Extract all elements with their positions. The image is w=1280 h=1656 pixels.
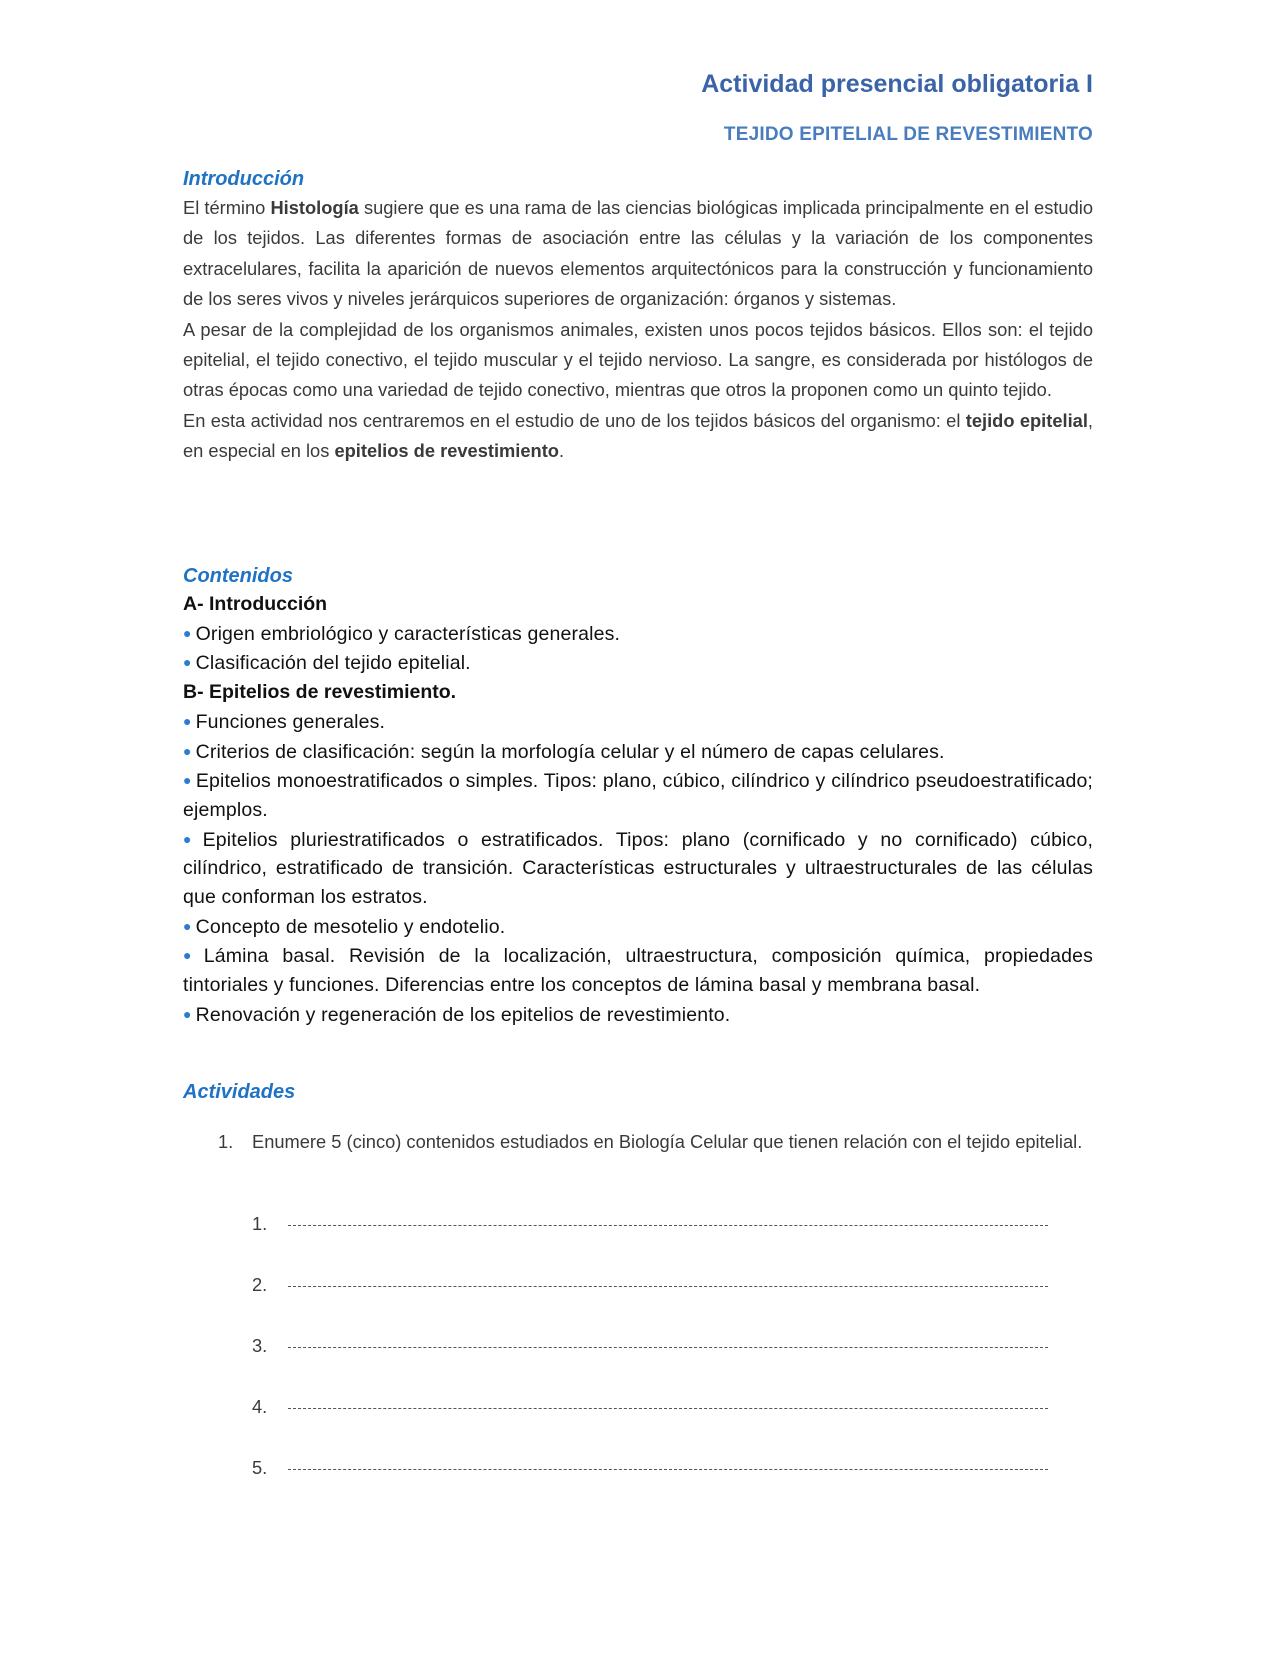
contents-item-text: Criterios de clasificación: según la morfología celular y el número de capas celulares. <box>195 740 945 763</box>
histologia-bold: Histología <box>270 197 359 218</box>
contents-list-item <box>183 941 1093 999</box>
intro-p3-mid: , en especial en los <box>183 409 1093 462</box>
contents-list-item <box>183 737 1093 767</box>
answer-line[interactable] <box>252 1274 1052 1335</box>
document-title: Actividad presencial obligatoria I <box>701 70 1093 98</box>
document-subtitle: TEJIDO EPITELIAL DE REVESTIMIENTO <box>723 124 1093 145</box>
contents-list-item <box>183 648 1093 678</box>
contents-group-title: A- Introducción <box>183 593 328 615</box>
contents-section <box>183 562 1093 1030</box>
intro-p1-text: El término <box>183 197 271 218</box>
answer-blank[interactable] <box>288 1274 1052 1296</box>
contents-group-title: B- Epitelios de revestimiento. <box>183 681 457 704</box>
contents-list <box>183 590 1093 1030</box>
bullet-icon: ● <box>183 772 192 789</box>
answer-number: 1. <box>252 1213 268 1234</box>
contents-item-text: Renovación y regeneración de los epitelios de revestimiento. <box>195 1003 731 1026</box>
answer-number: 3. <box>252 1335 268 1356</box>
answer-blank[interactable] <box>288 1335 1052 1357</box>
introduction-section <box>183 165 1093 467</box>
activities-section <box>183 1078 1093 1106</box>
contents-item-text: Epitelios pluriestratificados o estratificados. Tipos: plano (cornificado y no cornificado) cúbico, cilíndrico, estratificado de transición. Características estructurales y ultraestructurales de las células que conforman los estratos. <box>183 828 1094 909</box>
bullet-icon: ● <box>183 947 200 964</box>
bullet-icon: ● <box>183 917 192 934</box>
contents-item-text: Funciones generales. <box>195 710 386 733</box>
contents-item-text: Lámina basal. Revisión de la localización, ultraestructura, composición química, propiedades tintoriales y funciones. Diferencias entre los conceptos de lámina basal y membrana basal. <box>183 945 1094 997</box>
contents-list-item <box>183 1000 1093 1030</box>
question-1 <box>218 1127 1093 1156</box>
answer-blank[interactable] <box>288 1213 1052 1235</box>
bullet-icon: ● <box>183 654 192 671</box>
introduction-heading: Introducción <box>183 168 305 190</box>
bullet-icon: ● <box>183 742 192 759</box>
contents-item-text: Concepto de mesotelio y endotelio. <box>195 915 506 938</box>
answer-blank[interactable] <box>288 1457 1052 1479</box>
bullet-icon: ● <box>183 1005 192 1022</box>
answer-line[interactable] <box>252 1213 1052 1274</box>
contents-list-item <box>183 825 1093 912</box>
intro-p3-text: En esta actividad nos centraremos en el estudio de uno de los tejidos básicos del organismo: el <box>183 409 966 431</box>
bullet-icon: ● <box>183 712 192 729</box>
answer-number: 2. <box>252 1274 268 1295</box>
answer-number: 5. <box>252 1457 268 1478</box>
answer-blank[interactable] <box>288 1396 1052 1418</box>
contents-list-item <box>183 707 1093 737</box>
epitelios-revestimiento-bold: epitelios de revestimiento <box>334 440 559 462</box>
contents-list-item <box>183 912 1093 942</box>
intro-paragraph-1 <box>183 193 1093 315</box>
answer-line[interactable] <box>252 1396 1052 1457</box>
bullet-icon: ● <box>183 624 192 641</box>
question-text: Enumere 5 (cinco) contenidos estudiados en Biología Celular que tienen relación con el tejido epitelial. <box>252 1131 1083 1152</box>
answer-line[interactable] <box>252 1457 1052 1518</box>
intro-p1-rest: sugiere que es una rama de las ciencias biológicas implicada principalmente en el estudio de los tejidos. Las diferentes formas de asociación entre las células y la variación de los componentes extracelulares, facilita la aparición de nuevos elementos arquitectónicos para la construcción y funcionamiento de los seres vivos y niveles jerárquicos superiores de organización: órganos y sistemas. <box>183 197 1093 310</box>
intro-paragraph-2: A pesar de la complejidad de los organismos animales, existen unos pocos tejidos básicos. Ellos son: el tejido epitelial, el tejido conectivo, el tejido muscular y el tejido nervioso. La sangre, es considerada por histólogos de otras épocas como una variedad de tejido conectivo, mientras que otros la proponen como un quinto tejido. <box>183 318 1093 401</box>
answer-lines <box>252 1213 1052 1518</box>
contents-list-item <box>183 619 1093 649</box>
contents-heading: Contenidos <box>183 565 293 587</box>
contents-item-text: Clasificación del tejido epitelial. <box>195 652 471 675</box>
intro-paragraph-3 <box>183 406 1093 467</box>
bullet-icon: ● <box>183 830 199 847</box>
contents-item-text: Epitelios monoestratificados o simples. Tipos: plano, cúbico, cilíndrico y cilíndrico pseudoestratificado; ejemplos. <box>183 770 1094 821</box>
question-number: 1. <box>218 1131 234 1152</box>
tejido-epitelial-bold: tejido epitelial <box>965 409 1088 431</box>
activities-heading: Actividades <box>183 1081 296 1103</box>
answer-line[interactable] <box>252 1335 1052 1396</box>
contents-list-item <box>183 766 1093 824</box>
intro-p3-end: . <box>558 440 565 462</box>
contents-item-text: Origen embriológico y características generales. <box>195 622 621 645</box>
answer-number: 4. <box>252 1396 268 1417</box>
